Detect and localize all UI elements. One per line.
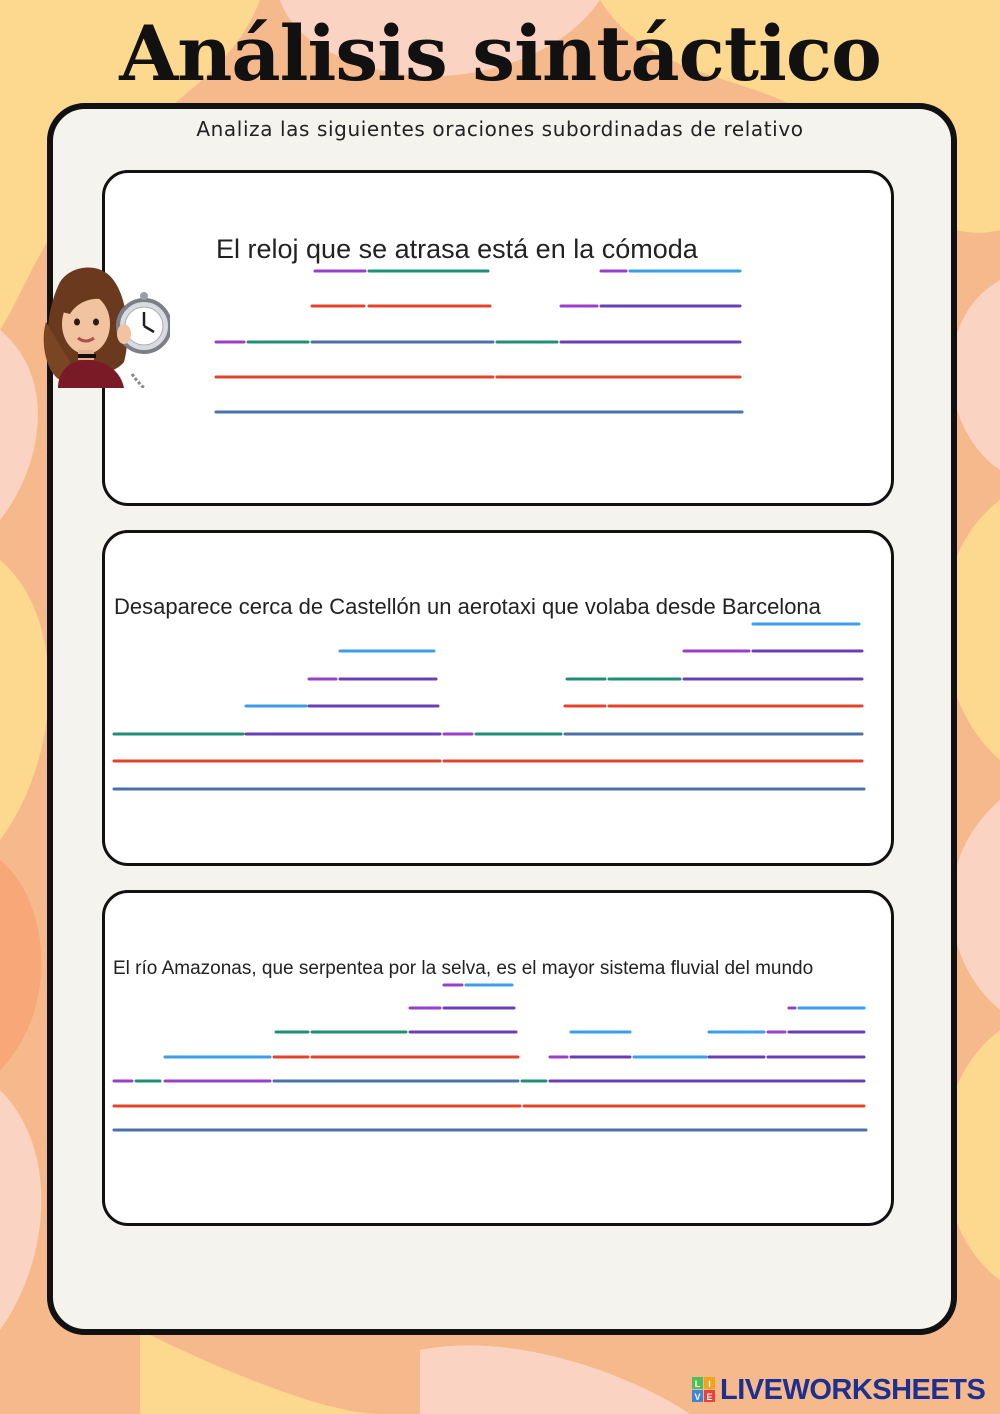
teacher-avatar-icon: [40, 262, 170, 388]
footer-brand: [692, 1372, 992, 1408]
liveworksheets-logo-icon: [692, 1377, 716, 1403]
footer-brand-text: LIVEWORKSHEETS: [720, 1373, 986, 1406]
worksheet-title: Análisis sintáctico: [119, 9, 881, 98]
logo-letter-i: I: [708, 1379, 711, 1389]
exercise-2-sentence: Desaparece cerca de Castellón un aerotaxi que volaba desde Barcelona: [114, 594, 821, 619]
exercise-1-sentence: El reloj que se atrasa está en la cómoda: [216, 234, 698, 264]
logo-letter-l: L: [694, 1379, 701, 1389]
logo-letter-v: V: [694, 1392, 701, 1402]
exercise-3-sentence: El río Amazonas, que serpentea por la selva, es el mayor sistema fluvial del mundo: [113, 958, 814, 979]
instructions-text: Analiza las siguientes oraciones subordinadas de relativo: [196, 117, 804, 141]
logo-letter-e: E: [706, 1392, 713, 1402]
